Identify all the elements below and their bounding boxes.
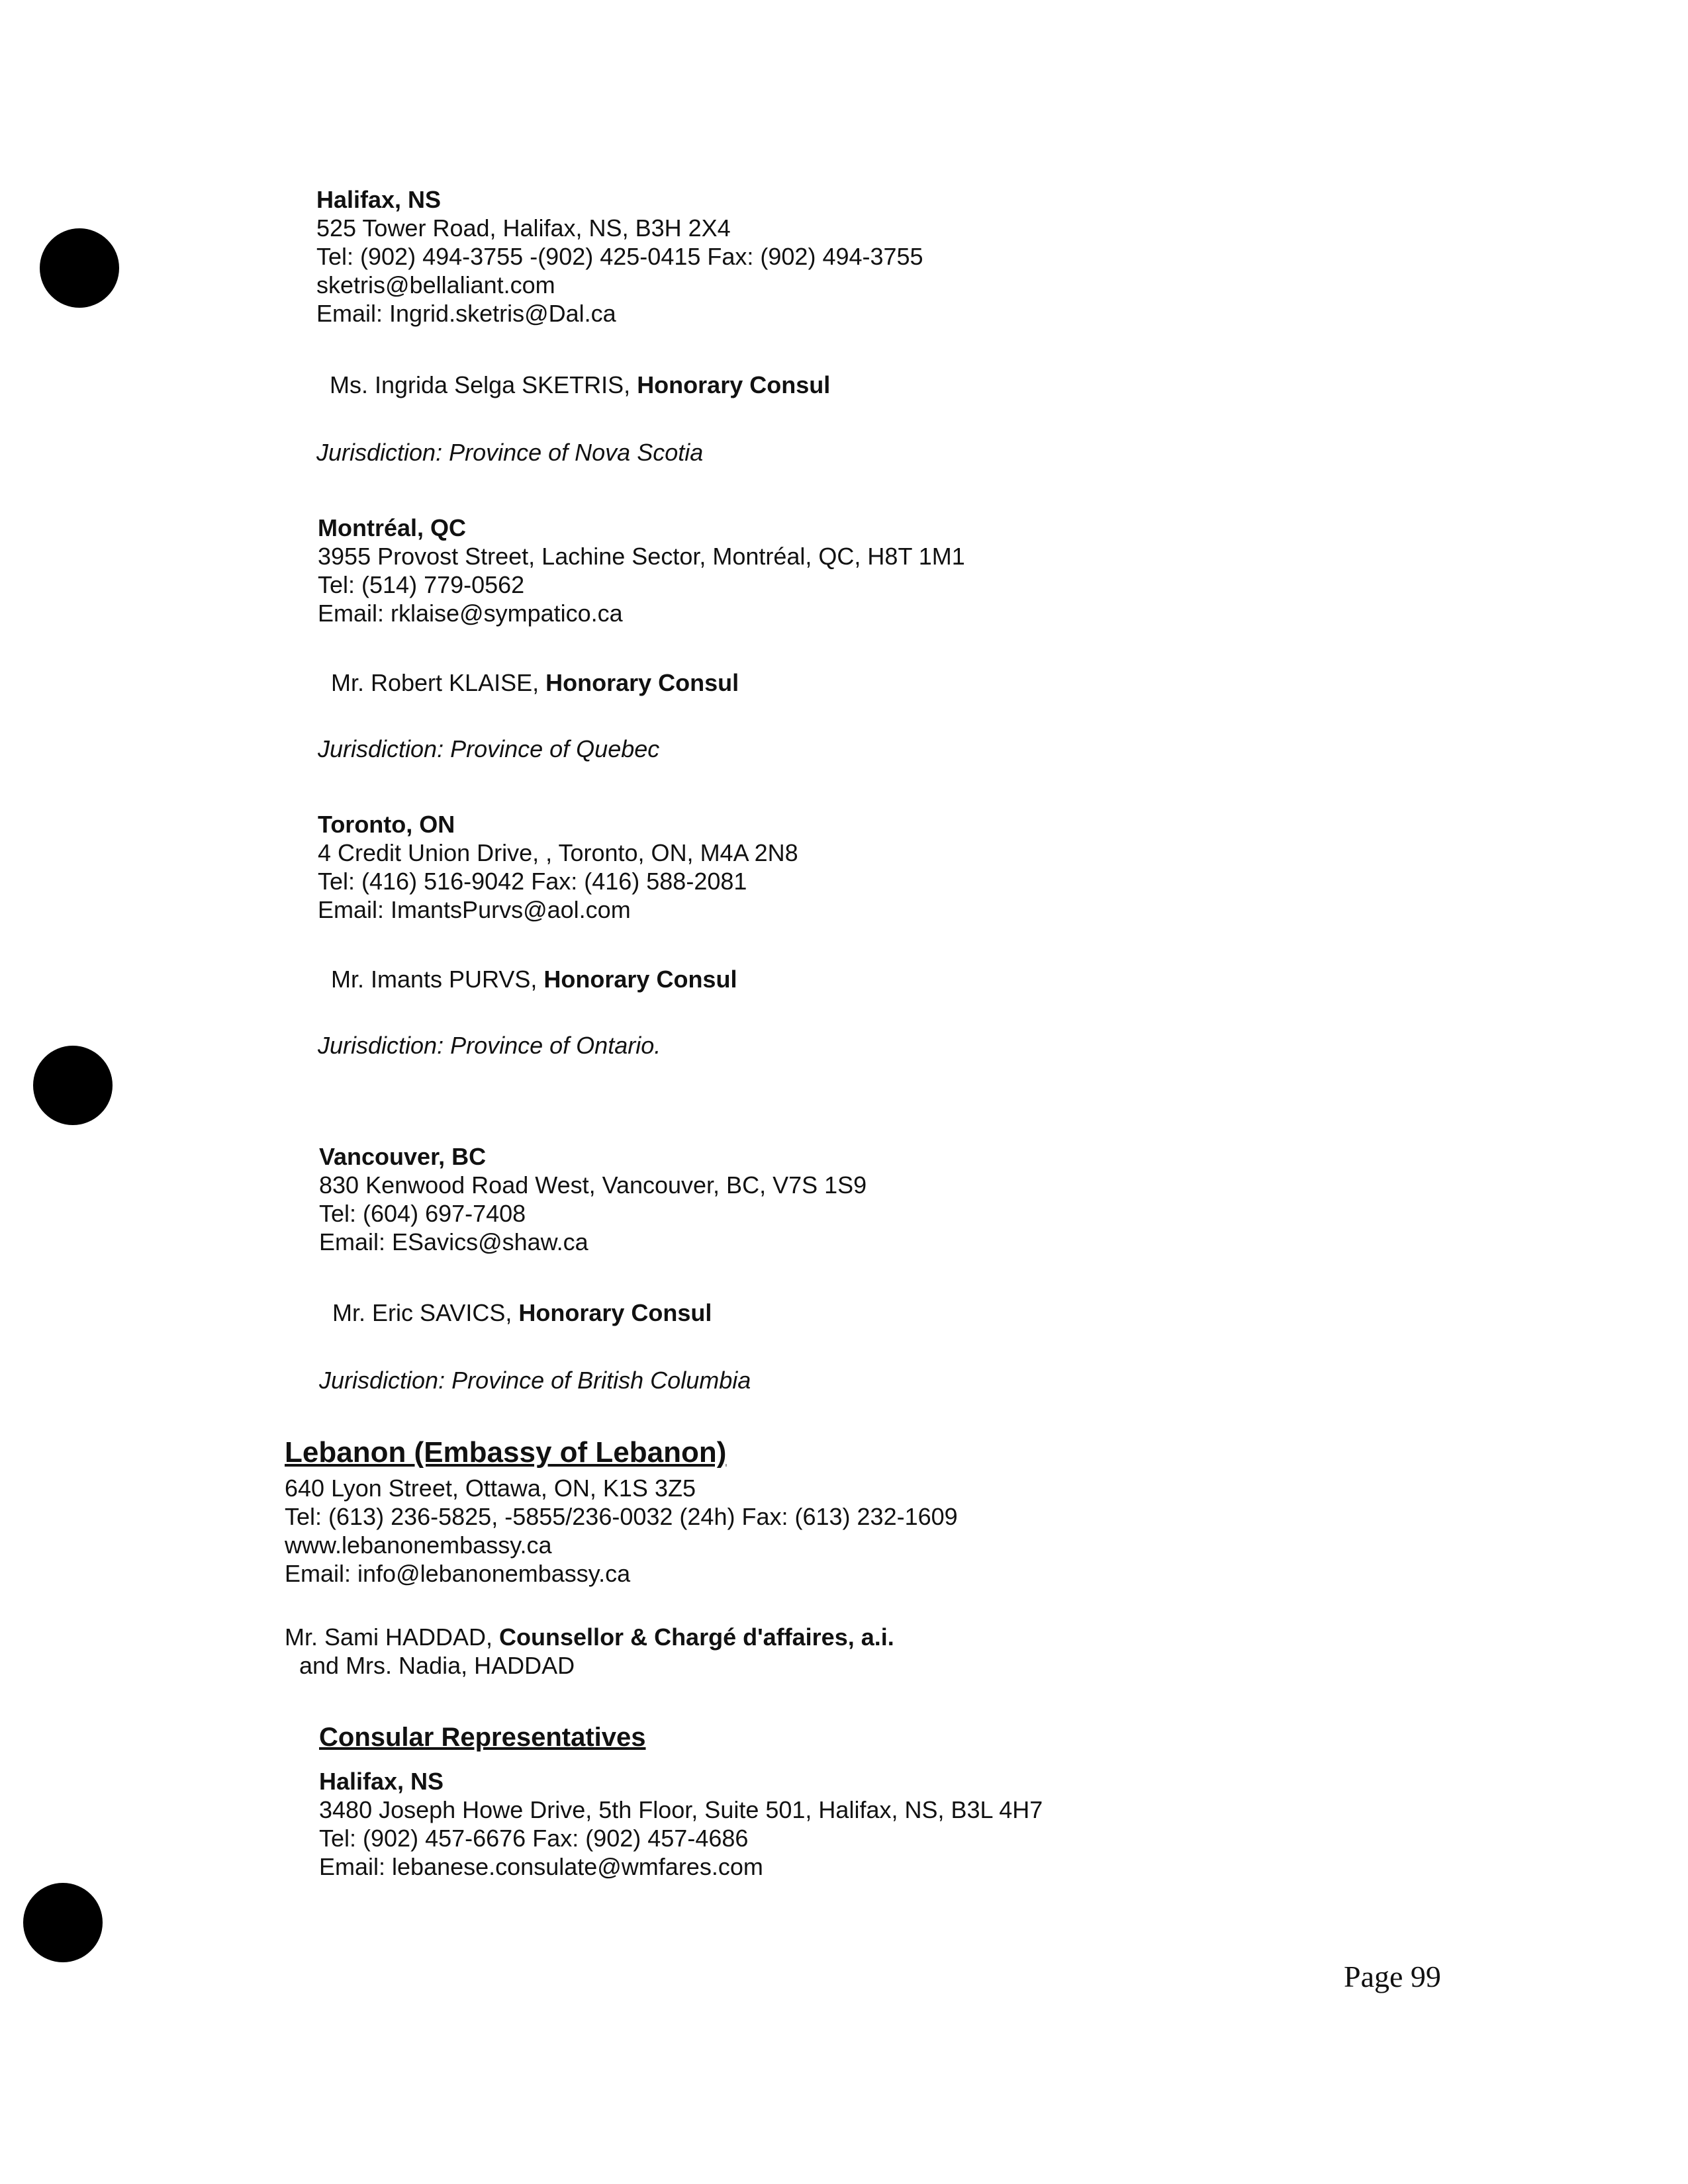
jurisdiction-line: Jurisdiction: Province of British Columbia — [319, 1367, 751, 1394]
consul-name: Ms. Ingrida Selga SKETRIS, — [330, 371, 637, 398]
tel-line: Tel: (902) 457-6676 Fax: (902) 457-4686 — [319, 1825, 749, 1852]
email-line: Email: lebanese.consulate@wmfares.com — [319, 1853, 763, 1880]
page-number: Page 99 — [1344, 1960, 1441, 1993]
consul-title: Honorary Consul — [518, 1299, 712, 1326]
official-title: Counsellor & Chargé d'affaires, a.i. — [499, 1623, 894, 1651]
jurisdiction-line: Jurisdiction: Province of Nova Scotia — [316, 439, 704, 466]
punch-hole-bottom — [23, 1883, 103, 1962]
toronto-address-block — [318, 810, 798, 924]
consul-name-line — [330, 371, 830, 399]
consul-title: Honorary Consul — [545, 669, 739, 696]
email-line: sketris@bellaliant.com — [316, 271, 555, 298]
consul-name-line — [331, 965, 737, 993]
address-line: 3480 Joseph Howe Drive, 5th Floor, Suite 501, Halifax, NS, B3L 4H7 — [319, 1796, 1043, 1823]
consular-representatives-heading: Consular Representatives — [319, 1723, 646, 1752]
official-name-line — [285, 1623, 894, 1651]
consul-title: Honorary Consul — [637, 371, 831, 398]
city-heading: Montréal, QC — [318, 514, 467, 541]
email-line: Email: Ingrid.sketris@Dal.ca — [316, 300, 616, 327]
tel-line: Tel: (902) 494-3755 -(902) 425-0415 Fax: (902) 494-3755 — [316, 243, 923, 270]
address-line: 640 Lyon Street, Ottawa, ON, K1S 3Z5 — [285, 1475, 696, 1502]
address-line: 525 Tower Road, Halifax, NS, B3H 2X4 — [316, 214, 731, 242]
tel-line: Tel: (604) 697-7408 — [319, 1200, 526, 1227]
spouse-line: and Mrs. Nadia, HADDAD — [299, 1652, 575, 1679]
city-heading: Halifax, NS — [319, 1768, 444, 1795]
city-heading: Toronto, ON — [318, 811, 455, 838]
country-heading: Lebanon (Embassy of Lebanon) — [285, 1436, 727, 1469]
jurisdiction-line: Jurisdiction: Province of Quebec — [318, 735, 660, 762]
consul-name-line — [331, 668, 739, 697]
lebanon-embassy-address-block — [285, 1474, 958, 1588]
consul-name: Mr. Imants PURVS, — [331, 966, 544, 993]
montreal-address-block — [318, 514, 965, 627]
tel-line: Tel: (613) 236-5825, -5855/236-0032 (24h) Fax: (613) 232-1609 — [285, 1503, 958, 1530]
official-name: Mr. Sami HADDAD, — [285, 1623, 500, 1651]
email-line: Email: info@lebanonembassy.ca — [285, 1560, 631, 1587]
address-line: 4 Credit Union Drive, , Toronto, ON, M4A 2N8 — [318, 839, 798, 866]
consul-title: Honorary Consul — [543, 966, 737, 993]
punch-hole-middle — [33, 1046, 113, 1125]
ambassador-block — [285, 1623, 894, 1680]
city-heading: Vancouver, BC — [319, 1143, 487, 1170]
email-line: Email: ImantsPurvs@aol.com — [318, 896, 631, 923]
tel-line: Tel: (416) 516-9042 Fax: (416) 588-2081 — [318, 868, 747, 895]
city-heading: Halifax, NS — [316, 186, 442, 213]
address-line: 3955 Provost Street, Lachine Sector, Montréal, QC, H8T 1M1 — [318, 543, 965, 570]
consul-name: Mr. Eric SAVICS, — [332, 1299, 519, 1326]
tel-line: Tel: (514) 779-0562 — [318, 571, 525, 598]
vancouver-address-block — [319, 1142, 867, 1256]
email-line: Email: ESavics@shaw.ca — [319, 1228, 588, 1255]
consul-name: Mr. Robert KLAISE, — [331, 669, 546, 696]
address-line: 830 Kenwood Road West, Vancouver, BC, V7S 1S9 — [319, 1171, 867, 1199]
punch-hole-top — [40, 228, 119, 308]
website-line: www.lebanonembassy.ca — [285, 1531, 552, 1559]
jurisdiction-line: Jurisdiction: Province of Ontario. — [318, 1032, 661, 1059]
email-line: Email: rklaise@sympatico.ca — [318, 600, 623, 627]
halifax-address-block — [316, 185, 923, 328]
lebanon-halifax-address-block — [319, 1767, 1043, 1881]
consul-name-line — [332, 1298, 712, 1327]
